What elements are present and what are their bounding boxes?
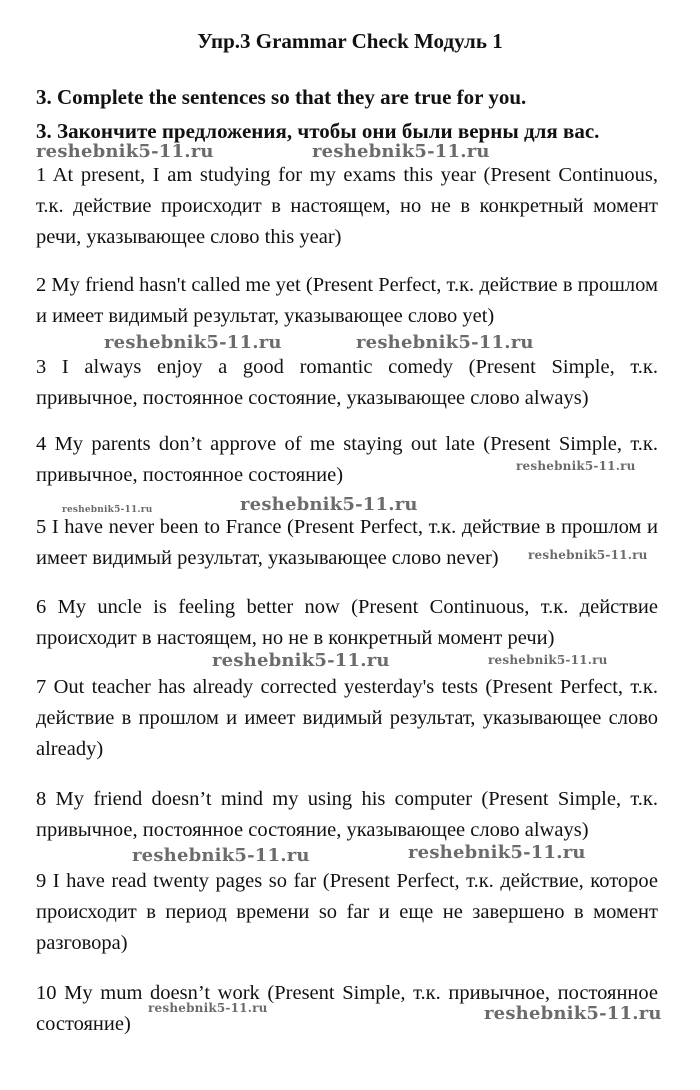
answer-item-8: 8 My friend doesn’t mind my using his computer (Present Simple, т.к. привычное, постоянное состояние, указывающее слово always) xyxy=(36,788,658,841)
answer-item-7: 7 Out teacher has already corrected yesterday's tests (Present Perfect, т.к. действие в прошлом и имеет видимый результат, указывающее слово already) xyxy=(36,676,658,760)
watermark: reshebnik5-11.ru xyxy=(516,459,636,473)
watermark: reshebnik5-11.ru xyxy=(132,845,310,866)
page-title: Упр.3 Grammar Check Модуль 1 xyxy=(197,29,503,53)
answer-item-10: 10 My mum doesn’t work (Present Simple, т.к. привычное, постоянное состояние) xyxy=(36,982,658,1035)
answer-item-4: 4 My parents don’t approve of me staying out late (Present Simple, т.к. привычное, постоянное состояние) xyxy=(36,433,658,486)
watermark: reshebnik5-11.ru xyxy=(148,1001,268,1015)
watermark: reshebnik5-11.ru xyxy=(104,332,282,353)
watermark: reshebnik5-11.ru xyxy=(36,141,214,162)
answer-item-3: 3 I always enjoy a good romantic comedy (Present Simple, т.к. привычное, постоянное состояние, указывающее слово always) xyxy=(36,356,658,409)
watermark: reshebnik5-11.ru xyxy=(356,332,534,353)
answer-item-5: 5 I have never been to France (Present Perfect, т.к. действие в прошлом и имеет видимый результат, указывающее слово never) xyxy=(36,516,658,569)
watermark: reshebnik5-11.ru xyxy=(484,1003,662,1024)
watermark: reshebnik5-11.ru xyxy=(212,650,390,671)
instruction-russian: 3. Закончите предложения, чтобы они были верны для вас. xyxy=(36,119,600,143)
answer-item-1: 1 At present, I am studying for my exams this year (Present Continuous, т.к. действие происходит в настоящем, но не в конкретный момент речи, указывающее слово this year) xyxy=(36,164,658,248)
watermark: reshebnik5-11.ru xyxy=(62,505,153,515)
answer-item-6: 6 My uncle is feeling better now (Present Continuous, т.к. действие происходит в настоящем, но не в конкретный момент речи) xyxy=(36,596,658,649)
watermark: reshebnik5-11.ru xyxy=(488,653,608,667)
watermark: reshebnik5-11.ru xyxy=(240,494,418,515)
answer-item-9: 9 I have read twenty pages so far (Present Perfect, т.к. действие, которое происходит в период времени so far и еще не завершено в момент разговора) xyxy=(36,870,658,954)
answer-item-2: 2 My friend hasn't called me yet (Present Perfect, т.к. действие в прошлом и имеет видимый результат, указывающее слово yet) xyxy=(36,274,658,327)
watermark: reshebnik5-11.ru xyxy=(408,842,586,863)
watermark: reshebnik5-11.ru xyxy=(312,141,490,162)
instruction-english: 3. Complete the sentences so that they are true for you. xyxy=(36,85,527,109)
watermark: reshebnik5-11.ru xyxy=(528,548,648,562)
